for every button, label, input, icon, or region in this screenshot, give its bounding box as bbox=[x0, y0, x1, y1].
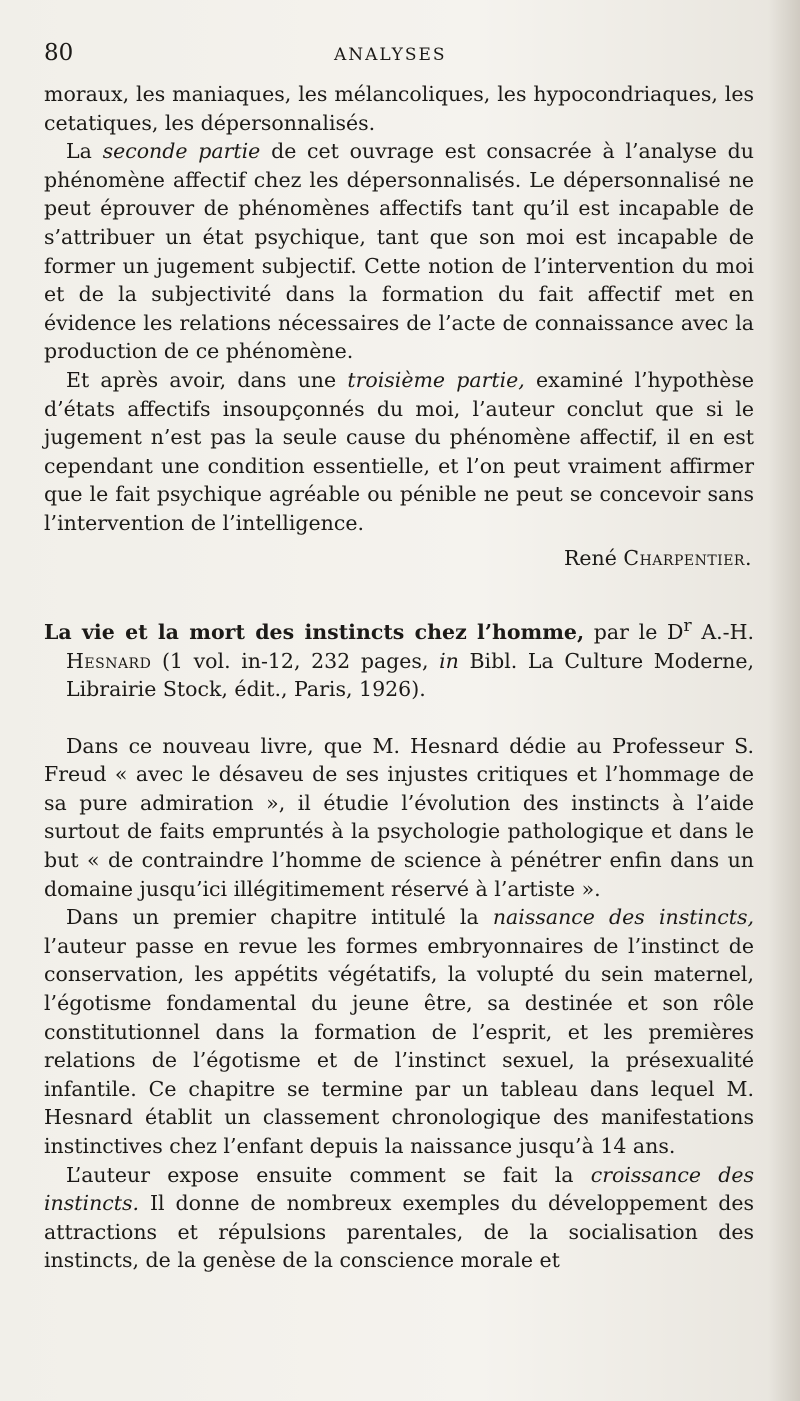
review2-book-title: La vie et la mort des instincts chez l’homme, bbox=[44, 619, 585, 644]
running-head: ANALYSES bbox=[334, 45, 447, 65]
review2-paragraph-3: L’auteur expose ensuite comment se fait la croissance des instincts. Il donne de nombreux exemples du développement des attractions et répulsions parentales, de la socialisation des instincts, de la genèse de la conscience morale et bbox=[44, 1162, 754, 1273]
review2-paragraph-1: Dans ce nouveau livre, que M. Hesnard dédie au Professeur S. Freud « avec le désaveu de ses injustes critiques et l’hommage de sa pure admiration », il étudie l’évolution des instincts à l’aide surtout de faits empruntés à la psychologie pathologique et dans le but « de contraindre l’homme de science à pénétrer enfin dans un domaine jusqu’ici illégitimement réservé à l’artiste ». bbox=[44, 733, 754, 901]
review1-paragraph-3: Et après avoir, dans une troisième partie, examiné l’hypothèse d’états affectifs insoupçonnés du moi, l’auteur conclut que si le jugement n’est pas la seule cause du phénomène affectif, il en est cependant une condition essentielle, et l’on peut vraiment affirmer que le fait psychique agréable ou pénible ne peut se concevoir sans l’intervention de l’intelligence. bbox=[44, 367, 755, 535]
review1-paragraph-2: La seconde partie de cet ouvrage est consacrée à l’analyse du phénomène affectif chez les dépersonnalisés. Le dépersonnalisé ne peut éprouver de phénomènes affectifs tant qu’il est incapable de s’attribuer un état psychique, tant que son moi est incapable de former un jugement subjectif. Cette notion de l’intervention du moi et de la subjectivité dans la formation du fait affectif met en évidence les relations nécessaires de l’acte de connaissance avec la production de ce phénomène. bbox=[44, 139, 754, 364]
review1-paragraph-1: moraux, les maniaques, les mélancoliques, les hypocondriaques, les cetatiques, les dépersonnalisés. bbox=[44, 82, 754, 135]
page-header bbox=[44, 40, 754, 80]
review2-author: Hesnard bbox=[66, 648, 152, 673]
review2-paragraph-2: Dans un premier chapitre intitulé la naissance des instincts, l’auteur passe en revue les formes embryonnaires de l’instinct de conservation, les appétits végétatifs, la volupté du sein maternel, l’égotisme fondamental du jeune être, sa destinée et son rôle constitutionnel dans la formation de l’esprit, et les premières relations de l’égotisme et de l’instinct sexuel, la présexualité infantile. Ce chapitre se termine par un tableau dans lequel M. Hesnard établit un classement chronologique des manifestations instinctives chez l’enfant depuis la naissance jusqu’à 14 ans. bbox=[44, 905, 754, 1159]
page-number: 80 bbox=[44, 40, 74, 66]
review2-bibliographic-heading: La vie et la mort des instincts chez l’homme, par le $D^r$ A.-H. Hesnard (1 vol. in-12, 232 pages, in Bibl. La Culture Moderne, Librairie Stock, édit., Paris, 1926). bbox=[44, 616, 754, 702]
review1-signature: René Charpentier. bbox=[563, 545, 752, 570]
